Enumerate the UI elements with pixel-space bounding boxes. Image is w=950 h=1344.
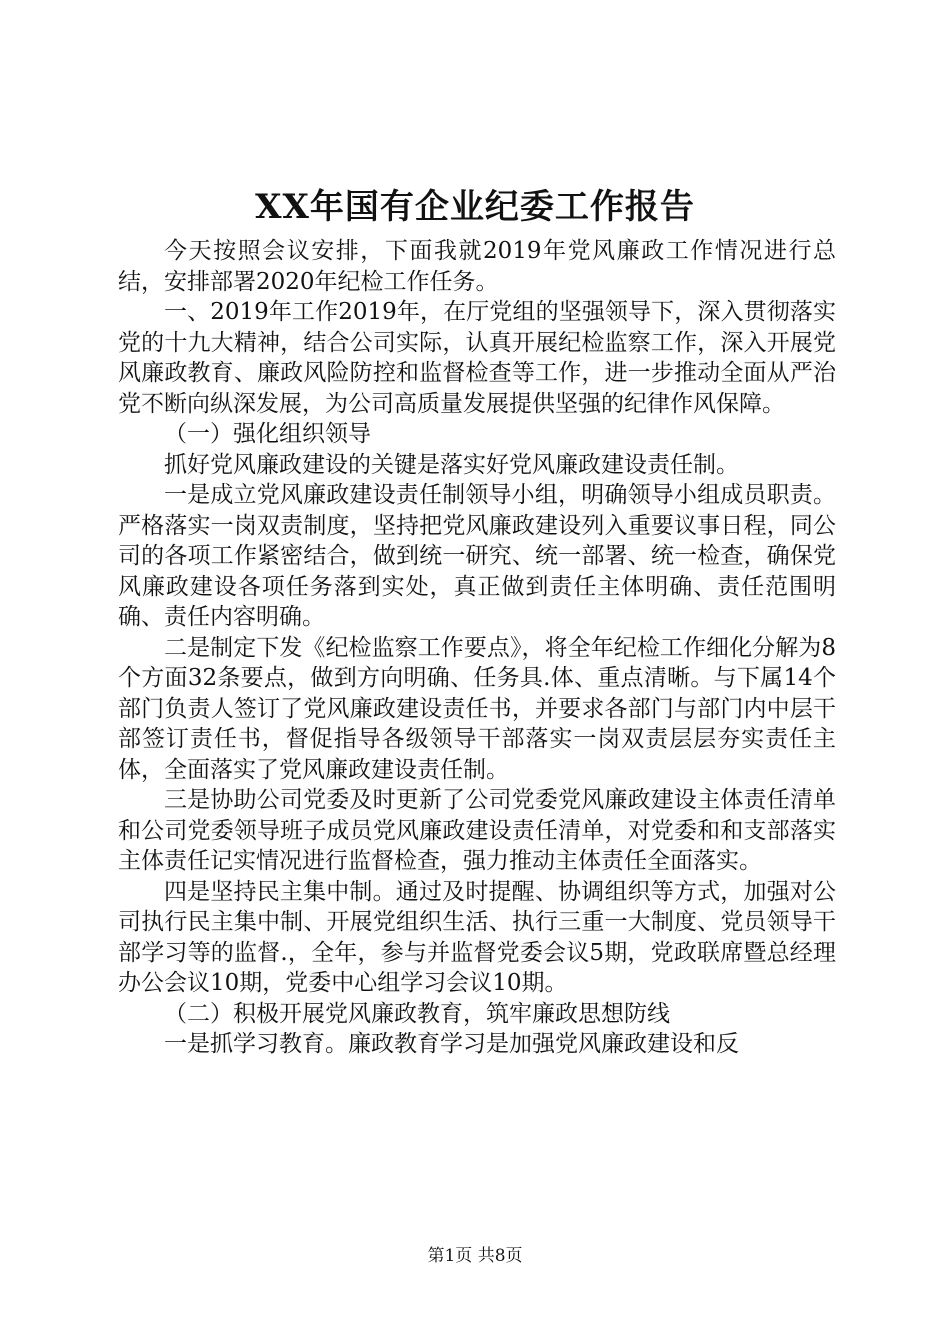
paragraph-education-one: 一是抓学习教育。廉政教育学习是加强党风廉政建设和反 bbox=[164, 1031, 739, 1057]
subheading-organization: （一）强化组织领导 bbox=[164, 421, 371, 447]
paragraph-item-two: 二是制定下发《纪检监察工作要点》，将全年纪检工作细化分解为8个方面32条要点，做到方向明确、任务具.体、重点清晰。与下属14个部门负责人签订了党风廉政建设责任书，并要求各部门与部门内中层干部签订责任书，督促指导各级领导干部落实一岗双责层层夯实责任主体，全面落实了党风廉政建设责任制。 bbox=[118, 634, 836, 783]
document-body bbox=[118, 236, 836, 1060]
page-footer: 第1页 共8页 bbox=[427, 1246, 523, 1266]
document-title: XX年国有企业纪委工作报告 bbox=[255, 187, 695, 227]
paragraph-key-point: 抓好党风廉政建设的关键是落实好党风廉政建设责任制。 bbox=[164, 451, 739, 478]
paragraph-item-one: 一是成立党风廉政建设责任制领导小组，明确领导小组成员职责。严格落实一岗双责制度，坚持把党风廉政建设列入重要议事日程，同公司的各项工作紧密结合，做到统一研究、统一部署、统一检查，确保党风廉政建设各项任务落到实处，真正做到责任主体明确、责任范围明确、责任内容明确。 bbox=[118, 482, 836, 630]
paragraph-item-three: 三是协助公司党委及时更新了公司党委党风廉政建设主体责任清单和公司党委领导班子成员党风廉政建设责任清单，对党委和和支部落实主体责任记实情况进行监督检查，强力推动主体责任全面落实。 bbox=[118, 787, 836, 874]
paragraph-intro: 今天按照会议安排，下面我就2019年党风廉政工作情况进行总结，安排部署2020年纪检工作任务。 bbox=[118, 238, 836, 295]
subheading-education: （二）积极开展党风廉政教育，筑牢廉政思想防线 bbox=[164, 1000, 670, 1027]
paragraph-section-one: 一、2019年工作2019年，在厅党组的坚强领导下，深入贯彻落实党的十九大精神，结合公司实际，认真开展纪检监察工作，深入开展党风廉政教育、廉政风险防控和监督检查等工作，进一步推动全面从严治党不断向纵深发展，为公司高质量发展提供坚强的纪律作风保障。 bbox=[118, 299, 836, 417]
paragraph-item-four: 四是坚持民主集中制。通过及时提醒、协调组织等方式，加强对公司执行民主集中制、开展党组织生活、执行三重一大制度、党员领导干部学习等的监督.，全年，参与并监督党委会议5期，党政联席暨总经理办公会议10期，党委中心组学习会议10期。 bbox=[118, 878, 836, 996]
